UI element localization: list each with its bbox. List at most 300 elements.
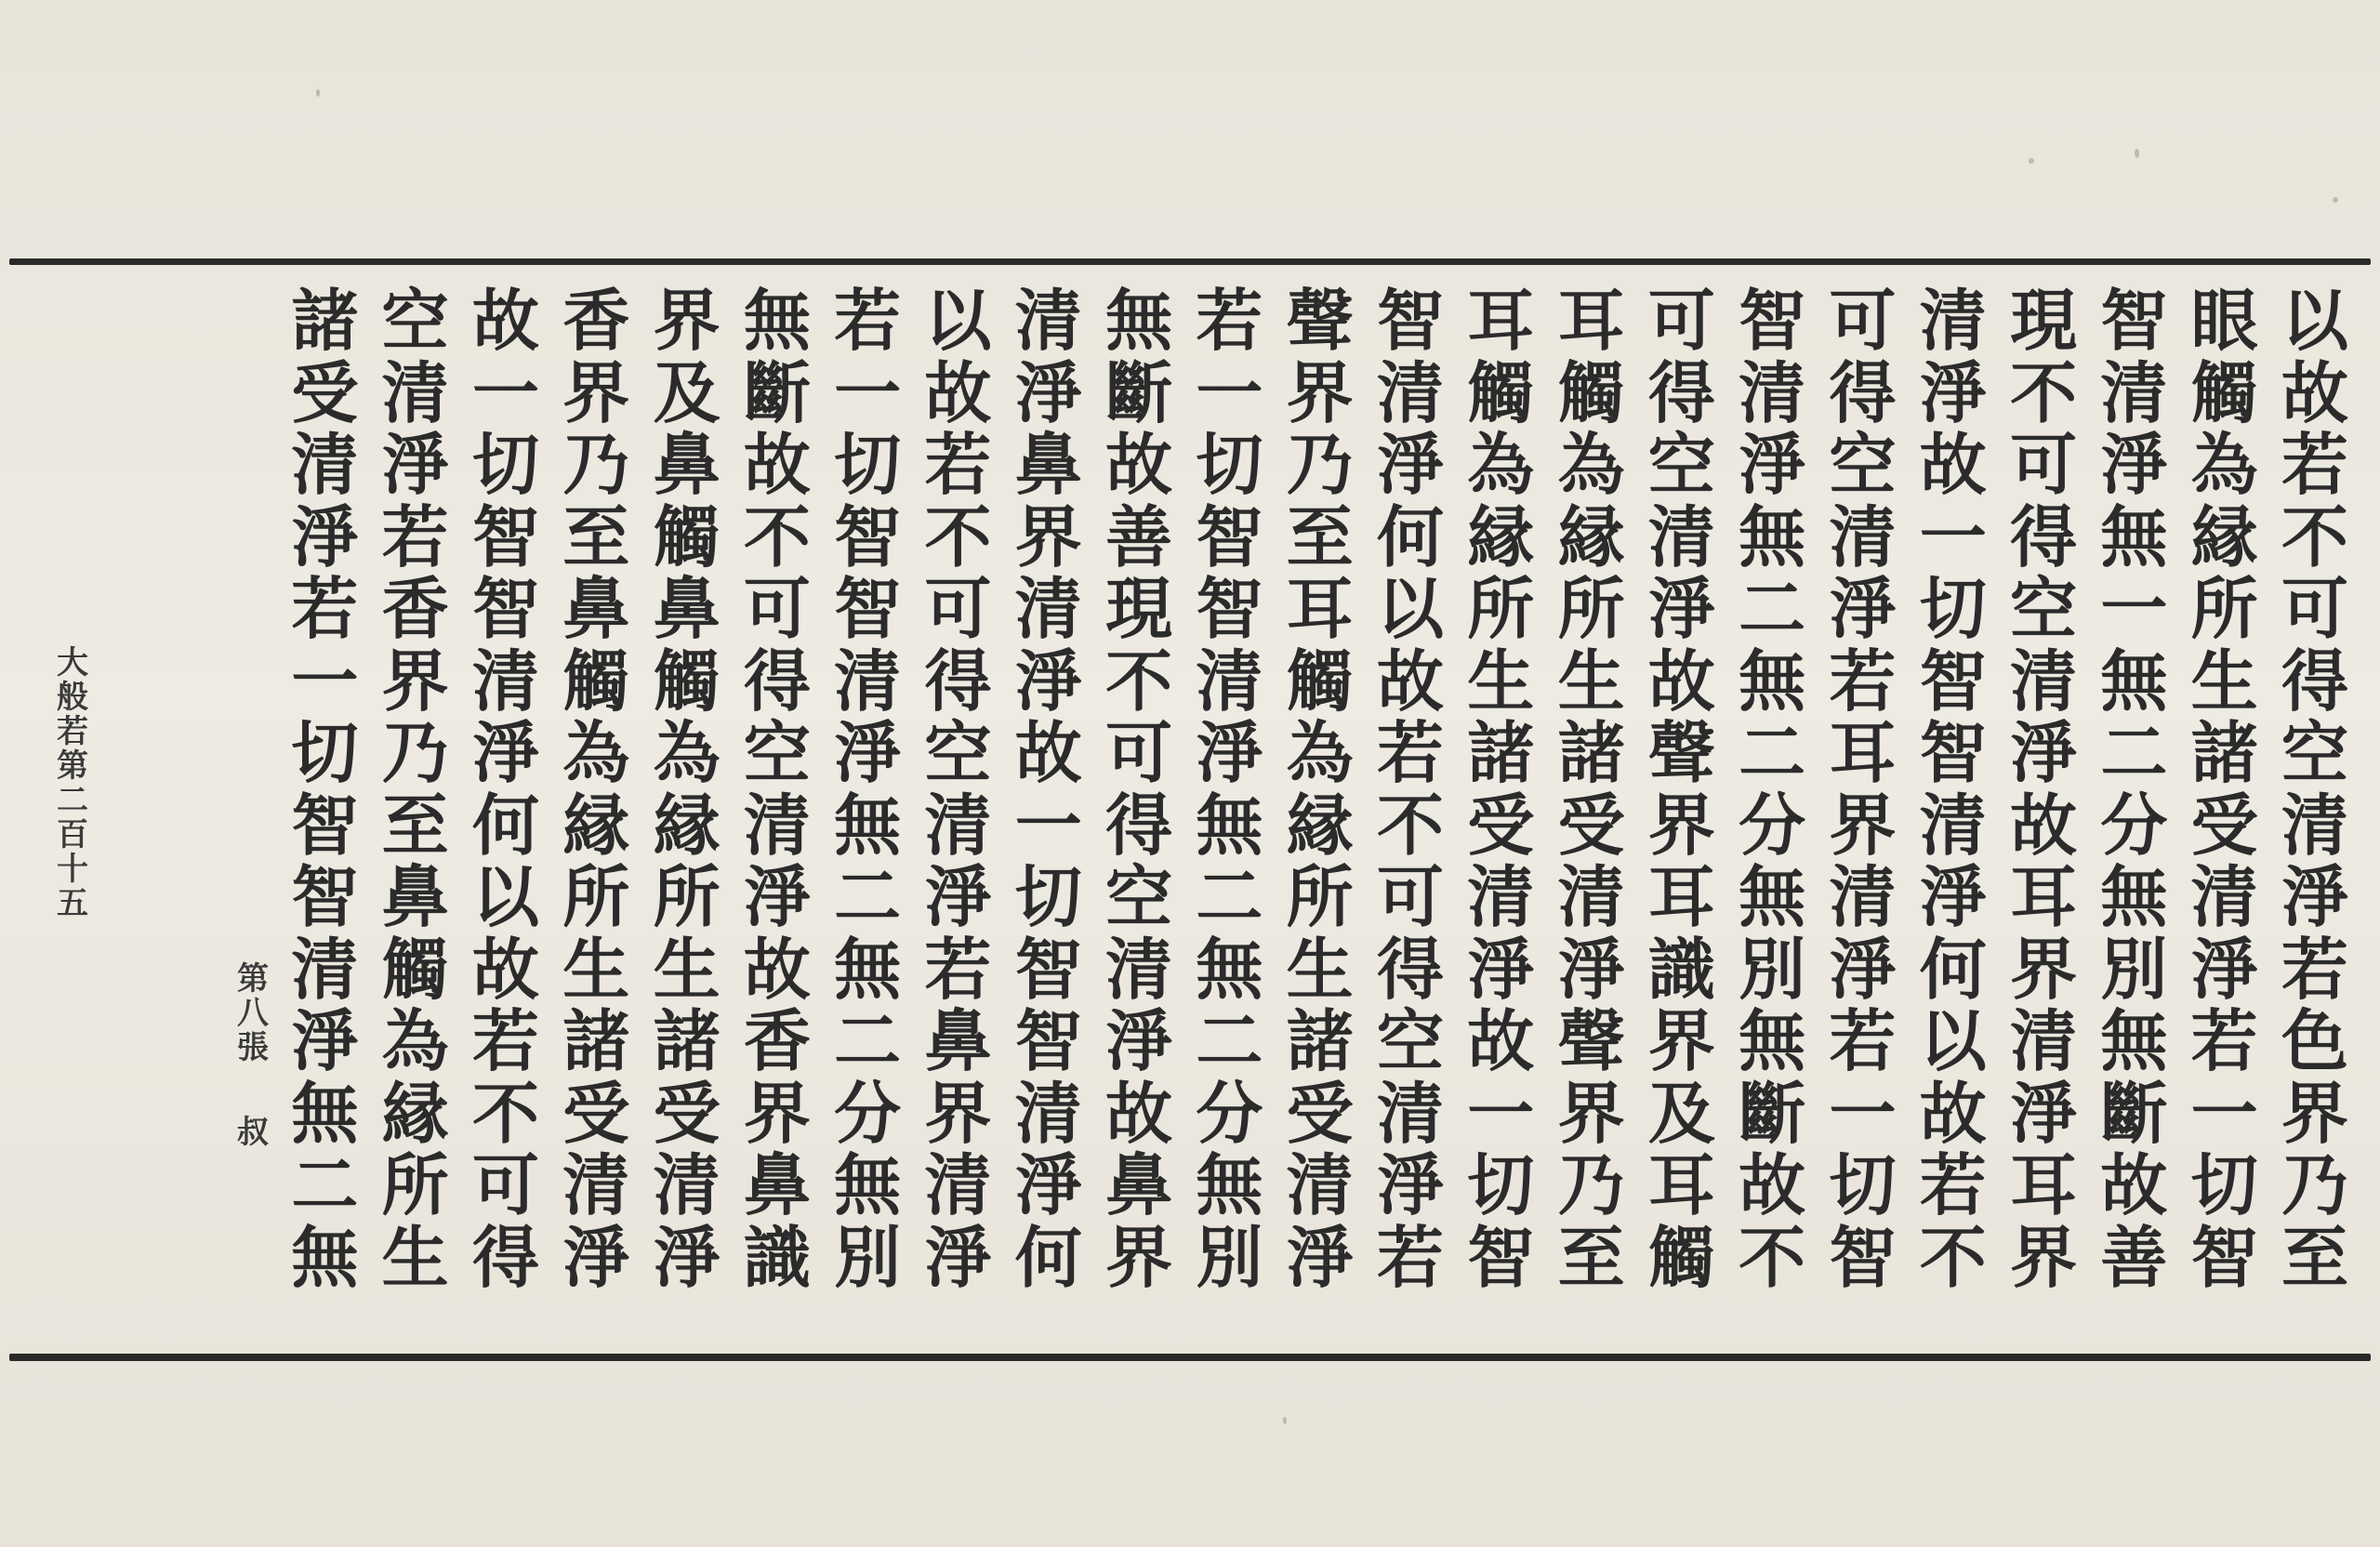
- sutra-glyph: 為: [381, 1001, 449, 1080]
- text-column: [1635, 281, 1728, 1297]
- sutra-glyph: 若: [1376, 713, 1444, 792]
- sutra-glyph: 淨: [834, 713, 902, 792]
- sutra-glyph: 淨: [1647, 569, 1715, 648]
- sutra-glyph: 若: [291, 569, 359, 648]
- sutra-glyph: 觸: [653, 641, 721, 721]
- sutra-glyph: 香: [743, 1001, 811, 1080]
- sutra-glyph: 得: [2010, 496, 2078, 576]
- sutra-glyph: 耳: [1467, 281, 1535, 360]
- sutra-glyph: 清: [291, 425, 359, 504]
- sutra-glyph: 乃: [1557, 1145, 1625, 1224]
- sutra-glyph: 聲: [1647, 713, 1715, 792]
- sutra-glyph: 清: [1467, 857, 1535, 936]
- sutra-glyph: 受: [653, 1073, 721, 1153]
- sutra-glyph: 故: [1105, 1073, 1173, 1153]
- sutra-glyph: 無: [1739, 641, 1806, 721]
- text-column: [641, 281, 734, 1297]
- sutra-glyph: 切: [1196, 425, 1263, 504]
- sutra-glyph: 淨: [1376, 425, 1444, 504]
- sutra-glyph: 無: [2100, 1001, 2168, 1080]
- sutra-glyph: 清: [562, 1145, 630, 1224]
- sutra-glyph: 淨: [2281, 857, 2348, 936]
- sutra-glyph: 若: [471, 1001, 539, 1080]
- sutra-glyph: 可: [2281, 569, 2348, 648]
- sutra-glyph: 不: [2010, 352, 2078, 432]
- sutra-glyph: 鼻: [1105, 1145, 1173, 1224]
- sutra-glyph: 清: [2100, 352, 2168, 432]
- sutra-glyph: 淨: [1105, 1001, 1173, 1080]
- sutra-glyph: 無: [1196, 929, 1263, 1009]
- text-column: [369, 281, 462, 1297]
- sutra-glyph: 為: [2190, 425, 2258, 504]
- sutra-glyph: 觸: [562, 641, 630, 721]
- sutra-glyph: 以: [1919, 1001, 1987, 1080]
- sutra-glyph: 為: [1286, 713, 1354, 792]
- sutra-glyph: 所: [653, 857, 721, 936]
- sutra-glyph: 生: [1467, 641, 1535, 721]
- sutra-glyph: 淨: [1919, 857, 1987, 936]
- sutra-glyph: 界: [1557, 1073, 1625, 1153]
- paper-speck: [316, 89, 320, 97]
- sutra-glyph: 淨: [653, 1217, 721, 1297]
- sutra-glyph: 得: [924, 641, 992, 721]
- margin-glyph: 張: [237, 1029, 269, 1066]
- sutra-glyph: 斷: [2100, 1073, 2168, 1153]
- sutra-glyph: 受: [1467, 785, 1535, 865]
- text-column: [1364, 281, 1457, 1297]
- sutra-glyph: 至: [1557, 1217, 1625, 1297]
- sutra-glyph: 界: [2281, 1073, 2348, 1153]
- sutra-glyph: 觸: [1557, 352, 1625, 432]
- text-column: [1997, 281, 2090, 1297]
- sutra-glyph: 切: [1829, 1145, 1897, 1224]
- sutra-glyph: 香: [562, 281, 630, 360]
- sutra-glyph: 鼻: [653, 569, 721, 648]
- sutra-glyph: 若: [1919, 1145, 1987, 1224]
- sutra-glyph: 無: [1196, 1145, 1263, 1224]
- sutra-glyph: 乃: [562, 425, 630, 504]
- sutra-glyph: 界: [562, 352, 630, 432]
- sutra-glyph: 何: [471, 785, 539, 865]
- sutra-glyph: 智: [1467, 1217, 1535, 1297]
- sutra-glyph: 淨: [2100, 425, 2168, 504]
- margin-glyph: 二: [57, 782, 88, 819]
- sutra-glyph: 清: [743, 785, 811, 865]
- sutra-glyph: 觸: [2190, 352, 2258, 432]
- text-column: [1545, 281, 1638, 1297]
- sutra-glyph: 一: [2100, 569, 2168, 648]
- sutra-glyph: 二: [834, 1001, 902, 1080]
- sutra-glyph: 縁: [1286, 785, 1354, 865]
- sutra-glyph: 智: [2190, 1217, 2258, 1297]
- sutra-glyph: 清: [381, 352, 449, 432]
- sutra-glyph: 清: [924, 785, 992, 865]
- sutra-glyph: 無: [743, 281, 811, 360]
- sutra-glyph: 智: [834, 496, 902, 576]
- text-column: [1817, 281, 1910, 1297]
- sutra-glyph: 為: [562, 713, 630, 792]
- sutra-glyph: 界: [743, 1073, 811, 1153]
- sutra-glyph: 若: [924, 929, 992, 1009]
- sutra-glyph: 故: [1919, 425, 1987, 504]
- sutra-glyph: 界: [381, 641, 449, 721]
- sutra-glyph: 清: [653, 1145, 721, 1224]
- sutra-glyph: 淨: [1014, 1145, 1082, 1224]
- sutra-glyph: 諸: [653, 1001, 721, 1080]
- sutra-glyph: 及: [1647, 1073, 1715, 1153]
- sutra-glyph: 清: [1919, 785, 1987, 865]
- margin-glyph: 五: [57, 885, 88, 922]
- sutra-glyph: 受: [2190, 785, 2258, 865]
- sutra-glyph: 清: [1105, 929, 1173, 1009]
- sutra-glyph: 淨: [1286, 1217, 1354, 1297]
- sutra-glyph: 故: [471, 929, 539, 1009]
- sutra-glyph: 若: [2190, 1001, 2258, 1080]
- sutra-glyph: 至: [381, 785, 449, 865]
- sutra-glyph: 空: [1647, 425, 1715, 504]
- sutra-glyph: 耳: [1647, 857, 1715, 936]
- sutra-glyph: 清: [1376, 352, 1444, 432]
- sutra-glyph: 現: [2010, 281, 2078, 360]
- sutra-glyph: 若: [924, 425, 992, 504]
- sutra-glyph: 界: [2010, 929, 2078, 1009]
- sutra-glyph: 空: [924, 713, 992, 792]
- sutra-glyph: 斷: [743, 352, 811, 432]
- text-column: [459, 281, 552, 1297]
- sutra-glyph: 界: [1014, 496, 1082, 576]
- sutra-glyph: 切: [1467, 1145, 1535, 1224]
- text-column: [1726, 281, 1818, 1297]
- margin-page-number: [234, 962, 271, 1065]
- sutra-glyph: 斷: [1105, 352, 1173, 432]
- sutra-glyph: 若: [2281, 425, 2348, 504]
- sutra-glyph: 若: [1376, 1217, 1444, 1297]
- sutra-glyph: 所: [1467, 569, 1535, 648]
- sutra-glyph: 得: [2281, 641, 2348, 721]
- sutra-glyph: 切: [1919, 569, 1987, 648]
- sutra-glyph: 淨: [743, 857, 811, 936]
- sutra-glyph: 何: [1014, 1217, 1082, 1297]
- sutra-glyph: 淨: [291, 1001, 359, 1080]
- sutra-glyph: 清: [291, 929, 359, 1009]
- sutra-glyph: 無: [2100, 857, 2168, 936]
- sutra-glyph: 界: [2010, 1217, 2078, 1297]
- sutra-glyph: 若: [1829, 641, 1897, 721]
- sutra-glyph: 淨: [1919, 352, 1987, 432]
- text-column: [1183, 281, 1276, 1297]
- sutra-glyph: 耳: [1647, 1145, 1715, 1224]
- sutra-glyph: 故: [2100, 1145, 2168, 1224]
- sutra-glyph: 空: [1105, 857, 1173, 936]
- sutra-glyph: 若: [2281, 929, 2348, 1009]
- sutra-glyph: 耳: [2010, 857, 2078, 936]
- sutra-glyph: 智: [291, 857, 359, 936]
- sutra-glyph: 無: [834, 929, 902, 1009]
- sutra-glyph: 至: [2281, 1217, 2348, 1297]
- sutra-glyph: 淨: [1014, 352, 1082, 432]
- sutra-glyph: 清: [1829, 496, 1897, 576]
- sutra-glyph: 識: [1647, 929, 1715, 1009]
- sutra-glyph: 智: [1739, 281, 1806, 360]
- sutra-glyph: 二: [1739, 713, 1806, 792]
- sutra-glyph: 淨: [471, 713, 539, 792]
- text-column: [2268, 281, 2361, 1297]
- sutra-glyph: 故: [2281, 352, 2348, 432]
- paper-speck: [1283, 1417, 1287, 1424]
- sutra-glyph: 空: [2281, 713, 2348, 792]
- sutra-glyph: 不: [2281, 496, 2348, 576]
- sutra-glyph: 智: [1196, 496, 1263, 576]
- sutra-glyph: 界: [1647, 1001, 1715, 1080]
- margin-glyph: 第: [237, 960, 269, 998]
- sutra-glyph: 香: [381, 569, 449, 648]
- sutra-glyph: 諸: [562, 1001, 630, 1080]
- sutra-glyph: 分: [1196, 1073, 1263, 1153]
- sutra-glyph: 無: [834, 785, 902, 865]
- sutra-glyph: 二: [1196, 857, 1263, 936]
- sutra-glyph: 何: [1919, 929, 1987, 1009]
- sutra-glyph: 諸: [1557, 713, 1625, 792]
- sutra-glyph: 所: [2190, 569, 2258, 648]
- sutra-glyph: 生: [562, 929, 630, 1009]
- sutra-glyph: 為: [1467, 425, 1535, 504]
- sutra-glyph: 可: [471, 1145, 539, 1224]
- sutra-glyph: 觸: [653, 496, 721, 576]
- paper-speck: [2135, 149, 2139, 158]
- sutra-glyph: 無: [1105, 281, 1173, 360]
- sutra-glyph: 一: [1467, 1073, 1535, 1153]
- sutra-glyph: 智: [834, 569, 902, 648]
- sutra-glyph: 分: [2100, 785, 2168, 865]
- sutra-glyph: 耳: [1557, 281, 1625, 360]
- sutra-glyph: 清: [471, 641, 539, 721]
- sutra-glyph: 無: [291, 1217, 359, 1297]
- sutra-glyph: 所: [381, 1145, 449, 1224]
- sutra-glyph: 鼻: [924, 1001, 992, 1080]
- sutra-glyph: 一: [1014, 785, 1082, 865]
- sutra-glyph: 清: [1014, 569, 1082, 648]
- sutra-glyph: 為: [653, 713, 721, 792]
- sutra-glyph: 淨: [1829, 929, 1897, 1009]
- margin-glyph: 叔: [237, 1114, 269, 1151]
- sutra-glyph: 空: [381, 281, 449, 360]
- sutra-glyph: 若: [381, 496, 449, 576]
- sutra-glyph: 故: [2010, 785, 2078, 865]
- sutra-glyph: 無: [2100, 496, 2168, 576]
- sutra-glyph: 界: [1286, 352, 1354, 432]
- margin-glyph: 百: [57, 816, 88, 853]
- sutra-glyph: 故: [1014, 713, 1082, 792]
- sutra-glyph: 生: [1557, 641, 1625, 721]
- sutra-glyph: 生: [1286, 929, 1354, 1009]
- sutra-glyph: 觸: [1286, 641, 1354, 721]
- sutra-glyph: 淨: [924, 857, 992, 936]
- sutra-glyph: 現: [1105, 569, 1173, 648]
- sutra-glyph: 故: [924, 352, 992, 432]
- sutra-glyph: 清: [2190, 857, 2258, 936]
- sutra-glyph: 乃: [381, 713, 449, 792]
- sutra-glyph: 得: [1105, 785, 1173, 865]
- sutra-glyph: 善: [1105, 496, 1173, 576]
- sutra-glyph: 清: [2010, 1001, 2078, 1080]
- sutra-glyph: 界: [924, 1073, 992, 1153]
- text-column: [549, 281, 642, 1297]
- sutra-glyph: 善: [2100, 1217, 2168, 1297]
- sutra-glyph: 縁: [381, 1073, 449, 1153]
- sutra-glyph: 分: [834, 1073, 902, 1153]
- sutra-glyph: 故: [743, 929, 811, 1009]
- sutra-glyph: 斷: [1739, 1073, 1806, 1153]
- sutra-glyph: 所: [1286, 857, 1354, 936]
- sutra-glyph: 淨: [1829, 569, 1897, 648]
- sutra-glyph: 一: [1919, 496, 1987, 576]
- sutra-glyph: 空: [743, 713, 811, 792]
- sutra-glyph: 清: [1014, 281, 1082, 360]
- sutra-glyph: 清: [834, 641, 902, 721]
- sutra-glyph: 若: [1196, 281, 1263, 360]
- sutra-glyph: 不: [471, 1073, 539, 1153]
- sutra-glyph: 清: [1286, 1145, 1354, 1224]
- sutra-glyph: 縁: [2190, 496, 2258, 576]
- sutra-glyph: 別: [1196, 1217, 1263, 1297]
- sutra-glyph: 何: [1376, 496, 1444, 576]
- sutra-glyph: 可: [924, 569, 992, 648]
- sutra-glyph: 淨: [381, 425, 449, 504]
- text-column: [731, 281, 824, 1297]
- sutra-glyph: 界: [653, 281, 721, 360]
- sutra-glyph: 界: [1105, 1217, 1173, 1297]
- text-column: [278, 281, 371, 1297]
- sutra-glyph: 以: [1376, 569, 1444, 648]
- sutra-glyph: 得: [743, 641, 811, 721]
- sutra-glyph: 得: [1376, 929, 1444, 1009]
- sutra-glyph: 分: [1739, 785, 1806, 865]
- sutra-glyph: 可: [1647, 281, 1715, 360]
- sutra-glyph: 別: [834, 1217, 902, 1297]
- bottom-border-line: [9, 1354, 2371, 1361]
- sutra-glyph: 故: [471, 281, 539, 360]
- sutra-glyph: 可: [1105, 713, 1173, 792]
- sutra-glyph: 得: [1829, 352, 1897, 432]
- paper-speck: [2029, 158, 2034, 164]
- sutra-glyph: 二: [1196, 1001, 1263, 1080]
- sutra-glyph: 所: [1557, 569, 1625, 648]
- sutra-glyph: 一: [834, 352, 902, 432]
- sutra-glyph: 縁: [562, 785, 630, 865]
- sutra-glyph: 生: [2190, 641, 2258, 721]
- sutra-glyph: 可: [2010, 425, 2078, 504]
- margin-glyph: 大: [57, 644, 88, 681]
- sutra-glyph: 至: [1286, 496, 1354, 576]
- margin-title: [54, 646, 91, 921]
- sutra-glyph: 故: [1376, 641, 1444, 721]
- sutra-glyph: 淨: [2010, 713, 2078, 792]
- sutra-glyph: 清: [1196, 641, 1263, 721]
- sutra-glyph: 切: [1014, 857, 1082, 936]
- sutra-glyph: 鼻: [743, 1145, 811, 1224]
- sutra-glyph: 淨: [1014, 641, 1082, 721]
- sutra-glyph: 空: [2010, 569, 2078, 648]
- sutra-glyph: 智: [2100, 281, 2168, 360]
- sutra-glyph: 縁: [1467, 496, 1535, 576]
- sutra-glyph: 觸: [381, 929, 449, 1009]
- text-column: [1274, 281, 1367, 1297]
- sutra-glyph: 故: [1739, 1145, 1806, 1224]
- sutra-glyph: 無: [1739, 1001, 1806, 1080]
- sutra-glyph: 若: [834, 281, 902, 360]
- sutra-glyph: 無: [291, 1073, 359, 1153]
- sutra-glyph: 淨: [924, 1217, 992, 1297]
- sutra-glyph: 得: [1647, 352, 1715, 432]
- sutra-glyph: 清: [2010, 641, 2078, 721]
- sutra-glyph: 生: [381, 1217, 449, 1297]
- sutra-glyph: 聲: [1286, 281, 1354, 360]
- sutra-glyph: 二: [291, 1145, 359, 1224]
- sutra-glyph: 耳: [2010, 1145, 2078, 1224]
- sutra-glyph: 無: [834, 1145, 902, 1224]
- sutra-glyph: 二: [834, 857, 902, 936]
- sutra-glyph: 縁: [653, 785, 721, 865]
- sutra-glyph: 清: [924, 1145, 992, 1224]
- sutra-glyph: 別: [2100, 929, 2168, 1009]
- sutra-glyph: 觸: [1467, 352, 1535, 432]
- sutra-glyph: 受: [1286, 1073, 1354, 1153]
- sutra-glyph: 乃: [2281, 1145, 2348, 1224]
- sutra-glyph: 得: [471, 1217, 539, 1297]
- sutra-glyph: 觸: [1647, 1217, 1715, 1297]
- sutra-glyph: 識: [743, 1217, 811, 1297]
- text-column: [821, 281, 914, 1297]
- text-column: [1002, 281, 1095, 1297]
- sutra-glyph: 二: [2100, 713, 2168, 792]
- margin-glyph: 八: [237, 995, 269, 1032]
- sutra-glyph: 聲: [1557, 1001, 1625, 1080]
- sutra-glyph: 清: [1739, 352, 1806, 432]
- sutra-glyph: 可: [1829, 281, 1897, 360]
- sutra-glyph: 諸: [1467, 713, 1535, 792]
- margin-glyph: 十: [57, 851, 88, 888]
- sutra-glyph: 一: [1196, 352, 1263, 432]
- sutra-glyph: 乃: [1286, 425, 1354, 504]
- margin-glyph: 第: [57, 747, 88, 785]
- text-column: [1907, 281, 2000, 1297]
- text-column: [912, 281, 1005, 1297]
- sutra-glyph: 切: [834, 425, 902, 504]
- sutra-glyph: 切: [291, 713, 359, 792]
- sutra-glyph: 淨: [1557, 929, 1625, 1009]
- margin-glyph: 若: [57, 713, 88, 750]
- sutra-glyph: 清: [1557, 857, 1625, 936]
- text-column: [2178, 281, 2271, 1297]
- sutra-glyph: 鼻: [562, 569, 630, 648]
- sutra-glyph: 一: [2190, 1073, 2258, 1153]
- sutra-glyph: 不: [743, 496, 811, 576]
- sutra-glyph: 不: [924, 496, 992, 576]
- sutra-glyph: 智: [1919, 641, 1987, 721]
- sutra-glyph: 以: [2281, 281, 2348, 360]
- sutra-glyph: 諸: [291, 281, 359, 360]
- sutra-glyph: 智: [291, 785, 359, 865]
- sutra-glyph: 智: [1014, 929, 1082, 1009]
- sutra-glyph: 無: [1739, 496, 1806, 576]
- sutra-glyph: 清: [1376, 1073, 1444, 1153]
- sutra-glyph: 鼻: [381, 857, 449, 936]
- sutra-glyph: 及: [653, 352, 721, 432]
- sutra-glyph: 以: [924, 281, 992, 360]
- sutra-glyph: 淨: [2190, 929, 2258, 1009]
- sutra-glyph: 鼻: [653, 425, 721, 504]
- sutra-glyph: 無: [2100, 641, 2168, 721]
